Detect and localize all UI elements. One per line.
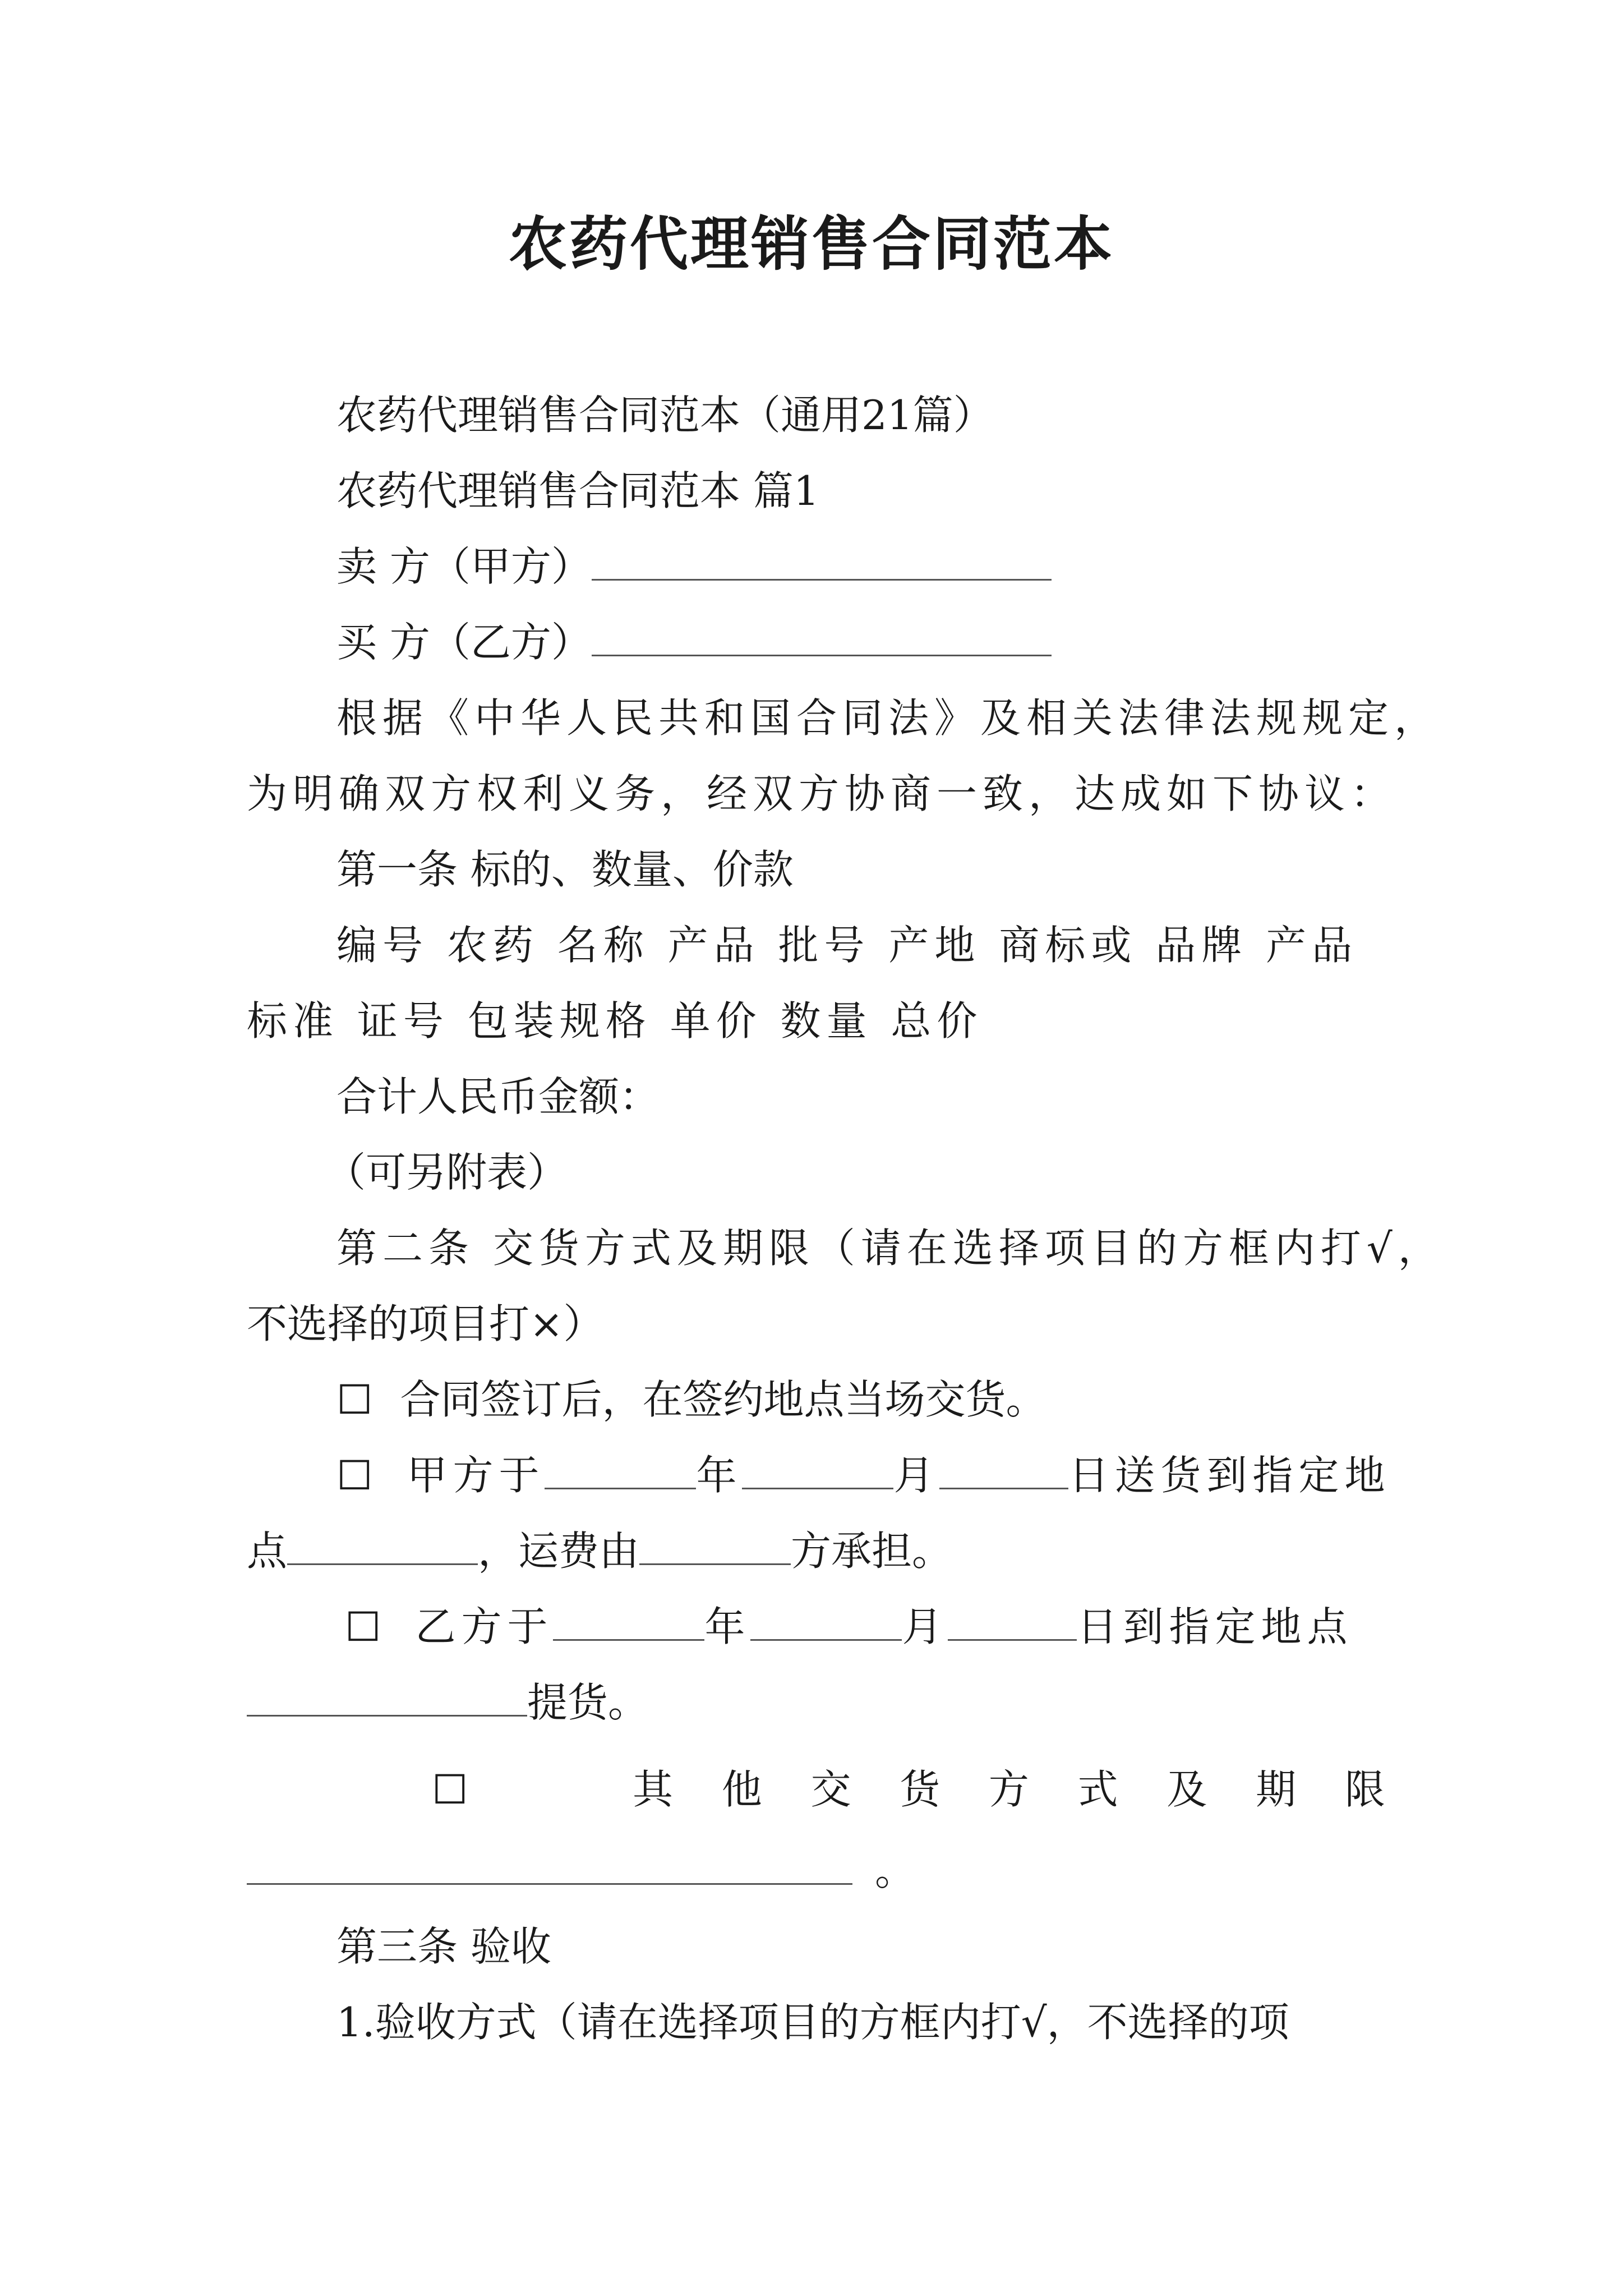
option-2-day-blank[interactable] <box>939 1448 1068 1489</box>
option-4-char: 及 <box>1166 1766 1207 1813</box>
columns-line-1: 编号 农药 名称 产品 批号 产地 商标或 品牌 产品 <box>336 922 1358 969</box>
checkbox-option-2[interactable]: ☐ <box>336 1452 379 1499</box>
option-4-char: 其 <box>632 1766 673 1813</box>
intro-line-1: 根据《中华人民共和国合同法》及相关法律法规规定， <box>336 694 1441 742</box>
document-title: 农药代理销售合同范本 <box>508 210 1114 278</box>
section-heading: 农药代理销售合同范本 篇1 <box>336 467 819 514</box>
option-3-month: 月 <box>902 1603 948 1650</box>
option-4-char: 方 <box>988 1766 1029 1813</box>
option-4-char: 交 <box>810 1766 851 1813</box>
option-3-line-2 <box>247 1674 648 1731</box>
option-2-month: 月 <box>893 1452 940 1499</box>
document-subtitle: 农药代理销售合同范本（通用21篇） <box>336 392 994 439</box>
checkbox-option-1[interactable]: ☐ <box>336 1376 373 1423</box>
option-3 <box>345 1599 1353 1655</box>
option-3-line-2-text: 提货。 <box>527 1679 649 1726</box>
option-4-char: 限 <box>1344 1766 1385 1813</box>
option-2-year-blank[interactable] <box>545 1448 696 1489</box>
option-2-year: 年 <box>696 1452 743 1499</box>
option-4-char: 期 <box>1256 1766 1297 1813</box>
option-2 <box>336 1447 1391 1503</box>
buyer-blank[interactable] <box>592 615 1052 656</box>
option-4-line-2 <box>247 1843 915 1899</box>
attach-note: （可另附表） <box>325 1149 568 1196</box>
checkbox-option-3[interactable]: ☐ <box>345 1603 387 1650</box>
option-2-day-suffix: 日送货到指定地 <box>1068 1452 1391 1499</box>
option-2-prefix: 甲方于 <box>407 1452 545 1499</box>
article2-line-1: 第二条 交货方式及期限（请在选择项目的方框内打√， <box>336 1225 1444 1272</box>
seller-line <box>336 539 1052 595</box>
option-4-char: 货 <box>900 1766 940 1813</box>
option-3-place-blank[interactable] <box>247 1676 527 1717</box>
article3-heading: 第三条 验收 <box>336 1923 551 1970</box>
intro-line-2: 为明确双方权利义务，经双方协商一致，达成如下协议： <box>247 770 1397 817</box>
option-4-char: 他 <box>721 1766 762 1813</box>
option-2-line-2-a: 点 <box>247 1527 288 1575</box>
option-3-year: 年 <box>704 1603 751 1650</box>
option-3-day-blank[interactable] <box>948 1600 1077 1641</box>
total-label: 合计人民币金额： <box>336 1073 660 1120</box>
checkbox-option-4[interactable]: ☐ <box>432 1766 468 1813</box>
columns-line-2: 标准 证号 包装规格 单价 数量 总价 <box>247 997 983 1045</box>
option-3-day-suffix: 日到指定地点 <box>1077 1603 1353 1650</box>
buyer-line <box>336 614 1052 670</box>
seller-blank[interactable] <box>592 540 1052 581</box>
buyer-label: 买 方（乙方） <box>336 619 592 666</box>
option-2-freight-blank[interactable] <box>639 1524 791 1565</box>
article2-line-2: 不选择的项目打×） <box>247 1300 604 1347</box>
article3-item-1: 1.验收方式（请在选择项目的方框内打√，不选择的项 <box>336 1999 1289 2046</box>
option-1-text: 合同签订后，在签约地点当场交货。 <box>400 1376 1046 1423</box>
option-4-end: 。 <box>875 1847 916 1894</box>
option-4-blank[interactable] <box>247 1844 852 1885</box>
option-1 <box>336 1372 1046 1428</box>
option-3-prefix: 乙方于 <box>415 1603 554 1650</box>
option-2-place-blank[interactable] <box>287 1524 478 1565</box>
seller-label: 卖 方（甲方） <box>336 543 592 590</box>
option-3-month-blank[interactable] <box>750 1600 902 1641</box>
option-2-line-2-b: ，运费由 <box>478 1527 640 1575</box>
option-4 <box>432 1761 1385 1818</box>
option-4-char: 式 <box>1077 1766 1118 1813</box>
option-3-year-blank[interactable] <box>553 1600 704 1641</box>
option-2-line-2-c: 方承担。 <box>791 1527 953 1575</box>
option-2-line-2 <box>247 1523 952 1579</box>
article1-heading: 第一条 标的、数量、价款 <box>336 846 794 893</box>
option-2-month-blank[interactable] <box>742 1448 893 1489</box>
